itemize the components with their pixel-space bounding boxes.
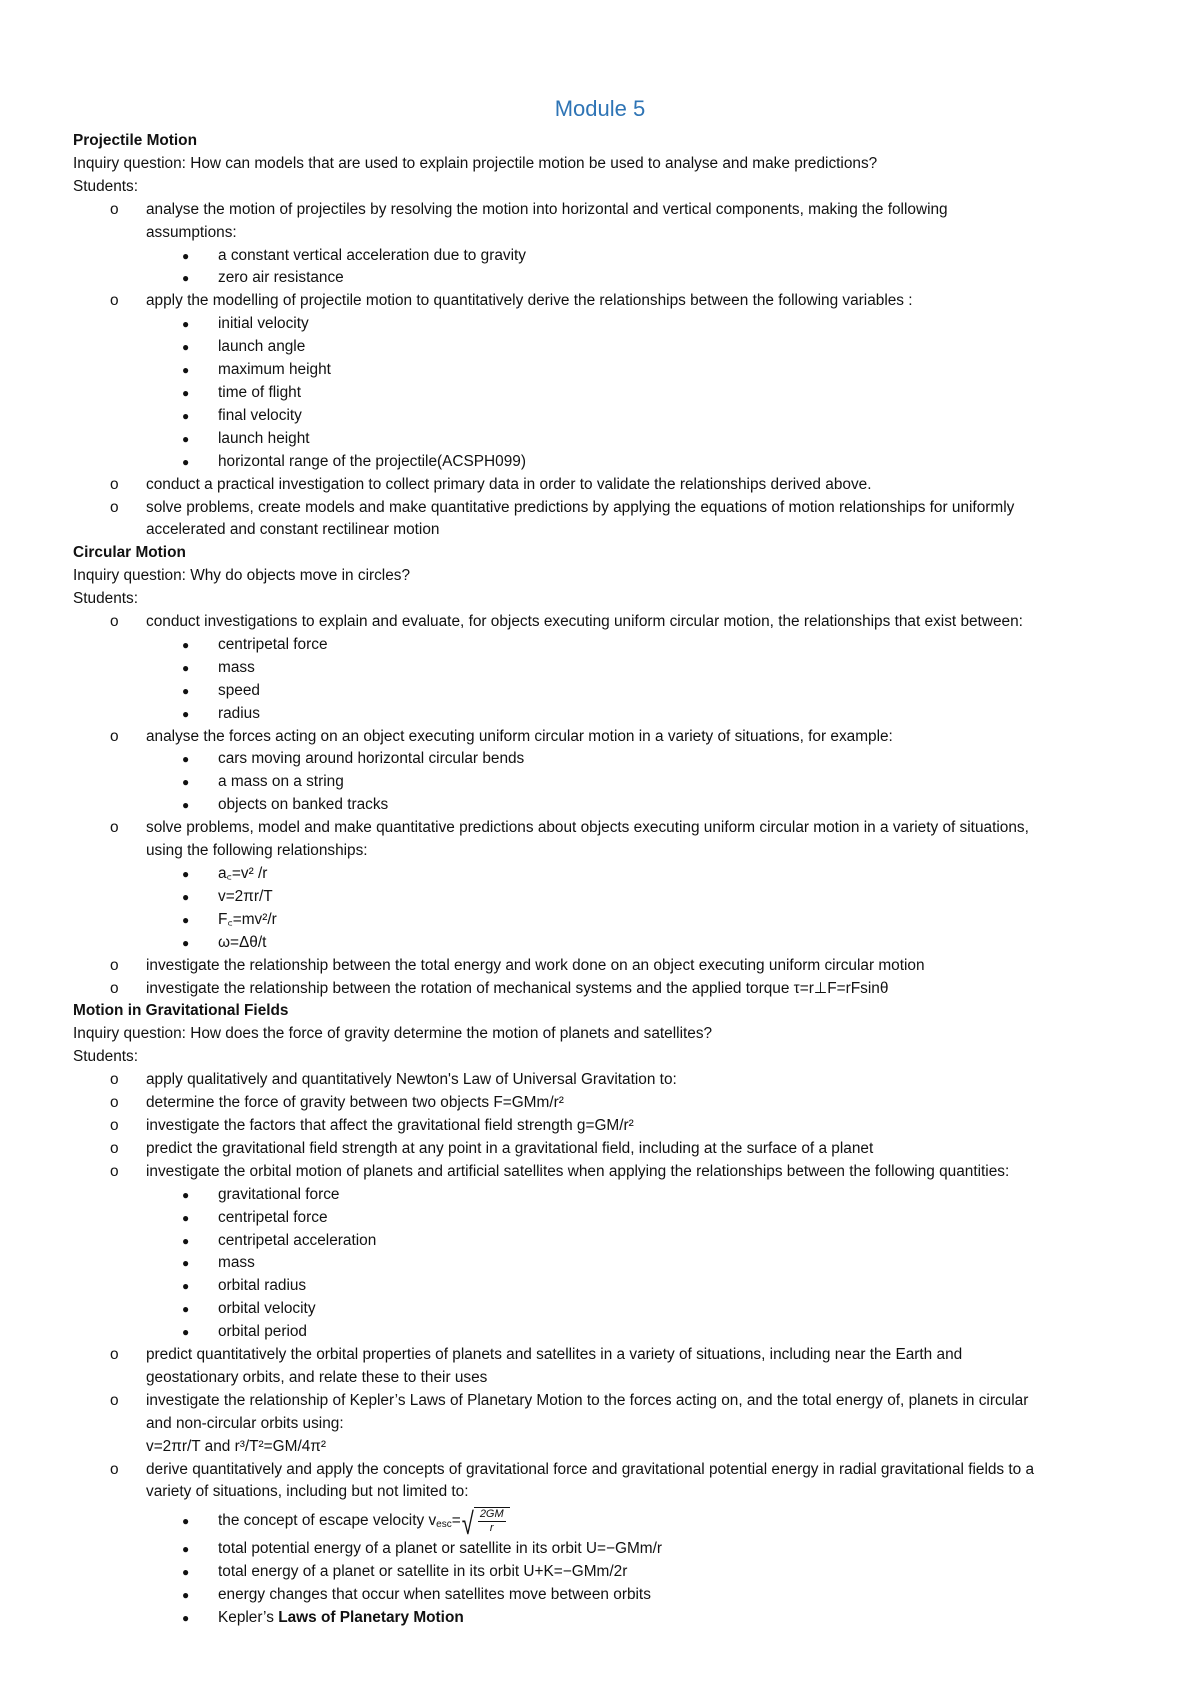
sub-list-item: ● maximum height (73, 359, 1143, 382)
bullet-dot-icon: ● (182, 271, 190, 286)
bullet-dot-icon: ● (182, 1542, 190, 1557)
bullet-dot-icon: ● (182, 798, 190, 813)
sub-list-item: ● launch height (73, 428, 1143, 451)
sub-list-item: ● centripetal force (73, 634, 1143, 657)
bullet-o-icon: o (110, 292, 119, 310)
sub-list-item: ● F꜀=mv²/r (73, 909, 1143, 932)
bullet-dot-icon: ● (182, 660, 190, 675)
sub-list-item: ● radius (73, 703, 1143, 726)
bullet-dot-icon: ● (182, 1565, 190, 1580)
bullet-dot-icon: ● (182, 1611, 190, 1626)
list-item: o investigate the factors that affect the gravitational field strength g=GM/r² (73, 1115, 1143, 1138)
bullet-o-icon: o (110, 956, 119, 974)
sub-list-item: ● centripetal acceleration (73, 1230, 1143, 1253)
bullet-dot-icon: ● (182, 775, 190, 790)
sub-list-item: ● a mass on a string (73, 771, 1143, 794)
list-item: o investigate the orbital motion of planets and artificial satellites when applying the relationships between the following quantities: (73, 1161, 1143, 1184)
list-item: o investigate the relationship between the total energy and work done on an object executing uniform circular motion (73, 955, 1143, 978)
bullet-dot-icon: ● (182, 248, 190, 263)
sub-list-item-escape-velocity: ● the concept of escape velocity $v_{esc}=$ √ $\frac{2GM}{r}$ (73, 1504, 1143, 1538)
sub-list-item: ● zero air resistance (73, 267, 1143, 290)
sqrt-icon: √ (461, 1506, 474, 1542)
list-item: o predict quantitatively the orbital properties of planets and satellites in a variety of situations, including near the Earth and (73, 1344, 1143, 1367)
bullet-dot-icon: ● (182, 431, 190, 446)
list-item-continuation: assumptions: (146, 223, 237, 241)
bullet-o-icon: o (110, 1460, 119, 1478)
bullet-o-icon: o (110, 498, 119, 516)
page-title: Module 5 (554, 96, 646, 121)
sub-list-item: ● total energy of a planet or satellite in its orbit U+K=−GMm/2r (73, 1561, 1143, 1584)
bullet-o-icon: o (110, 1391, 119, 1409)
sub-list-item: ● final velocity (73, 405, 1143, 428)
sub-list-item: ● ω=Δθ/t (73, 932, 1143, 955)
sub-list-item: ● time of flight (73, 382, 1143, 405)
bullet-dot-icon: ● (182, 683, 190, 698)
students-label: Students: (73, 177, 139, 195)
section-heading-projectile: Projectile Motion (73, 132, 197, 149)
bullet-dot-icon: ● (182, 317, 190, 332)
list-item: o determine the force of gravity between two objects F=GMm/r² (73, 1092, 1143, 1115)
sqrt-formula (461, 1506, 510, 1542)
document-body (73, 130, 1143, 1630)
formula-line: v=2πr/T and r³/T²=GM/4π² (146, 1437, 327, 1455)
list-item-continuation: and non-circular orbits using: (146, 1414, 344, 1432)
sub-list-item: ● mass (73, 657, 1143, 680)
inquiry-question: Inquiry question: How can models that are used to explain projectile motion be used to analyse and make predictions? (73, 154, 878, 172)
sub-list-item: ● speed (73, 680, 1143, 703)
sub-list-item: ● orbital velocity (73, 1298, 1143, 1321)
sub-list-item: ● energy changes that occur when satellites move between orbits (73, 1584, 1143, 1607)
bullet-dot-icon: ● (182, 1302, 190, 1317)
sub-list-item: ● initial velocity (73, 313, 1143, 336)
formula-numerator: 2GM (479, 1508, 504, 1521)
bullet-dot-icon: ● (182, 1325, 190, 1340)
list-item: o apply the modelling of projectile motion to quantitatively derive the relationships between the following variables : (73, 290, 1143, 313)
bullet-dot-icon: ● (182, 912, 190, 927)
sub-list-item: ● cars moving around horizontal circular bends (73, 748, 1143, 771)
bullet-o-icon: o (110, 727, 119, 745)
section-heading-circular: Circular Motion (73, 544, 186, 562)
section-heading-gravitational: Motion in Gravitational Fields (73, 1002, 289, 1020)
list-item: o investigate the relationship of Kepler’s Laws of Planetary Motion to the forces acting on, and the total energy of, planets in circular (73, 1390, 1143, 1413)
list-item: o predict the gravitational field strength at any point in a gravitational field, including at the surface of a planet (73, 1138, 1143, 1161)
list-item: o conduct investigations to explain and evaluate, for objects executing uniform circular motion, the relationships that exist between: (73, 611, 1143, 634)
bullet-dot-icon: ● (182, 408, 190, 423)
bullet-dot-icon: ● (182, 1233, 190, 1248)
bullet-dot-icon: ● (182, 1279, 190, 1294)
bullet-o-icon: o (110, 200, 119, 218)
sub-list-item-kepler: ● Kepler’s Laws of Planetary Motion (73, 1607, 1143, 1630)
bullet-dot-icon: ● (182, 1588, 190, 1603)
list-item-continuation: geostationary orbits, and relate these to their uses (146, 1368, 488, 1386)
sub-list-item: ● objects on banked tracks (73, 794, 1143, 817)
bullet-dot-icon: ● (182, 706, 190, 721)
sub-list-item: ● orbital period (73, 1321, 1143, 1344)
sub-list-item: ● launch angle (73, 336, 1143, 359)
bullet-o-icon: o (110, 1094, 119, 1112)
bullet-o-icon: o (110, 819, 119, 837)
sub-list-item: ● total potential energy of a planet or satellite in its orbit U=−GMm/r (73, 1538, 1143, 1561)
bullet-dot-icon: ● (182, 1514, 190, 1529)
formula-denominator: r (489, 1522, 494, 1535)
list-item: o derive quantitatively and apply the concepts of gravitational force and gravitational potential energy in radial gravitational fields to a (73, 1459, 1143, 1482)
bullet-o-icon: o (110, 1116, 119, 1134)
bullet-dot-icon: ● (182, 867, 190, 881)
inquiry-question: Inquiry question: How does the force of gravity determine the motion of planets and satellites? (73, 1025, 713, 1043)
sub-list-item: ● a꜀=v² /r (73, 863, 1143, 886)
sub-list-item: ● orbital radius (73, 1275, 1143, 1298)
bullet-o-icon: o (110, 613, 119, 631)
bullet-o-icon: o (110, 979, 119, 997)
students-label: Students: (73, 1048, 139, 1066)
bullet-o-icon: o (110, 1071, 119, 1089)
list-item-continuation: using the following relationships: (146, 842, 368, 860)
bullet-o-icon: o (110, 1162, 119, 1180)
list-item: o analyse the forces acting on an object executing uniform circular motion in a variety of situations, for example: (73, 726, 1143, 749)
bullet-dot-icon: ● (182, 385, 190, 400)
bullet-o-icon: o (110, 1139, 119, 1157)
sub-list-item: ● a constant vertical acceleration due to gravity (73, 245, 1143, 268)
sub-list-item: ● centripetal force (73, 1207, 1143, 1230)
list-item-continuation: accelerated and constant rectilinear motion (146, 521, 440, 539)
bullet-dot-icon: ● (182, 637, 190, 652)
list-item: o conduct a practical investigation to collect primary data in order to validate the relationships derived above. (73, 474, 1143, 497)
list-item: o solve problems, model and make quantitative predictions about objects executing uniform circular motion in a variety of situations, (73, 817, 1143, 840)
bullet-dot-icon: ● (182, 340, 190, 355)
sub-list-item: ● horizontal range of the projectile(ACSPH099) (73, 451, 1143, 474)
list-item: o solve problems, create models and make quantitative predictions by applying the equations of motion relationships for uniformly (73, 497, 1143, 520)
bullet-o-icon: o (110, 1346, 119, 1364)
bullet-dot-icon: ● (182, 1187, 190, 1202)
list-item: o analyse the motion of projectiles by resolving the motion into horizontal and vertical components, making the following (73, 199, 1143, 222)
sub-list-item: ● v=2πr/T (73, 886, 1143, 909)
sub-list-item: ● mass (73, 1252, 1143, 1275)
students-label: Students: (73, 590, 139, 608)
bullet-dot-icon: ● (182, 935, 190, 950)
bullet-dot-icon: ● (182, 889, 190, 904)
list-item-continuation: variety of situations, including but not limited to: (146, 1483, 469, 1501)
escape-subscript: esc (436, 1519, 452, 1531)
bullet-dot-icon: ● (182, 363, 190, 378)
bullet-dot-icon: ● (182, 752, 190, 767)
list-item: o apply qualitatively and quantitatively Newton's Law of Universal Gravitation to: (73, 1069, 1143, 1092)
bullet-dot-icon: ● (182, 454, 190, 469)
inquiry-question: Inquiry question: Why do objects move in circles? (73, 567, 411, 585)
sub-list-item: ● gravitational force (73, 1184, 1143, 1207)
bullet-dot-icon: ● (182, 1256, 190, 1271)
bullet-o-icon: o (110, 475, 119, 493)
bullet-dot-icon: ● (182, 1210, 190, 1225)
list-item: o investigate the relationship between the rotation of mechanical systems and the applied torque τ=r⊥F=rFsinθ (73, 978, 1143, 1001)
